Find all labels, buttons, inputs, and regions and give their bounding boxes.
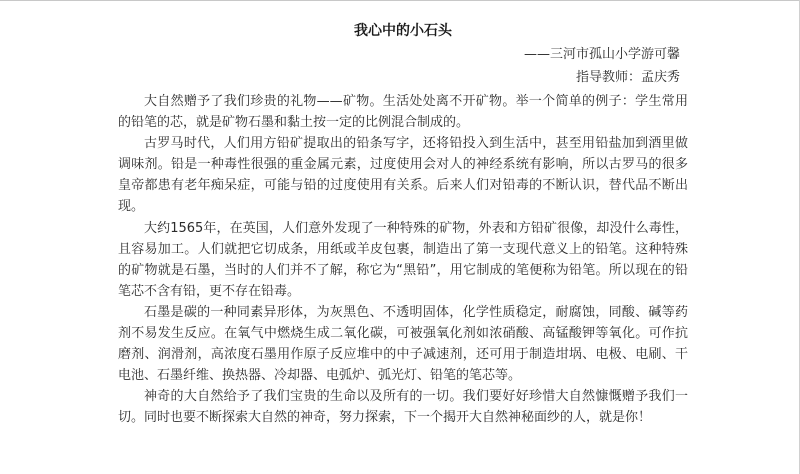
author-byline: ——三河市孤山小学游可馨 (523, 47, 680, 62)
paragraph-graphite-discovery: 大约1565年，在英国，人们意外发现了一种特殊的矿物，外表和方铅矿很像，却没什么毒性，且容易加工。人们就把它切成条，用纸或羊皮包裹，制造出了第一支现代意义上的铅笔。这种特殊的矿物就是石墨，当时的人们并不了解，称它为“黑铅”，用它制成的笔便称为铅笔。所以现在的铅笔芯不含有铅，更不存在铅毒。 (118, 220, 688, 299)
article-title: 我心中的小石头 (354, 23, 452, 39)
paragraph-intro: 大自然赠予了我们珍贵的礼物——矿物。生活处处离不开矿物。举一个简单的例子：学生常用的铅笔的芯，就是矿物石墨和黏土按一定的比例混合制成的。 (118, 94, 688, 131)
frame-top-border (0, 0, 800, 1)
paragraph-conclusion: 神奇的大自然给予了我们宝贵的生命以及所有的一切。我们要好好珍惜大自然慷慨赠予我们一切。同时也要不断探索大自然的神奇，努力探索，下一个揭开大自然神秘面纱的人，就是你！ (118, 389, 688, 426)
paragraph-ancient-rome: 古罗马时代，人们用方铅矿提取出的铅条写字，还将铅投入到生活中，甚至用铅盐加到酒里做调味剂。铅是一种毒性很强的重金属元素，过度使用会对人的神经系统有影响，所以古罗马的很多皇帝都患有老年痴呆症，可能与铅的过度使用有关系。后来人们对铅毒的不断认识，替代品不断出现。 (118, 136, 688, 215)
article-body (118, 91, 688, 429)
paragraph-graphite-properties: 石墨是碳的一种同素异形体，为灰黑色、不透明固体，化学性质稳定，耐腐蚀，同酸、碱等药剂不易发生反应。在氧气中燃烧生成二氧化碳，可被强氧化剂如浓硝酸、高锰酸钾等氧化。可作抗磨剂、润滑剂，高浓度石墨用作原子反应堆中的中子减速剂，还可用于制造坩埚、电极、电刷、干电池、石墨纤维、换热器、冷却器、电弧炉、弧光灯、铅笔的笔芯等。 (118, 304, 688, 384)
advisor-byline: 指导教师：孟庆秀 (575, 70, 680, 85)
